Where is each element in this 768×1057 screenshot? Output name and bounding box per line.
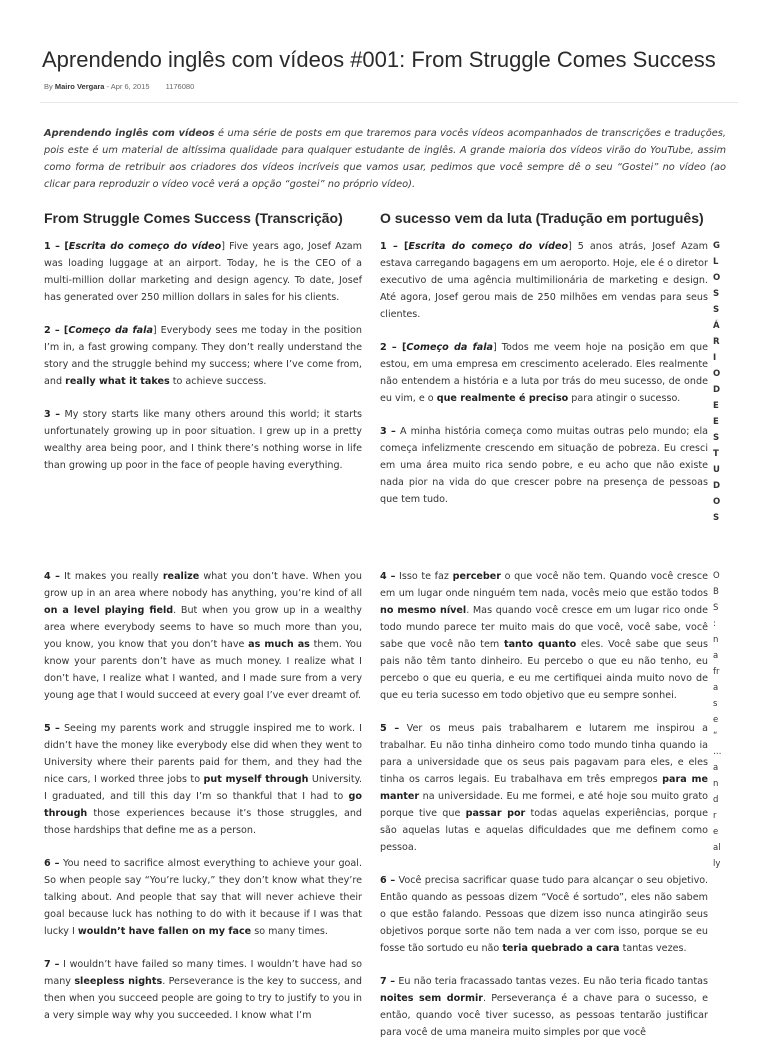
obs-vertical-note	[713, 568, 727, 872]
translation-column-top	[380, 238, 708, 524]
pt-paragraph-3: 3 – A minha história começa como muitas outras pelo mundo; ela começa infelizmente crescendo em situação de pobreza. Eu cresci em uma área muito rica sendo pobre, e eu acho que não existe nada pior na vida do que crescer pobre na presença de pessoas que tem tudo.	[380, 426, 709, 505]
article-meta	[44, 82, 194, 91]
glossary-letter: R	[713, 337, 720, 347]
glossary-vertical-label	[713, 238, 727, 526]
intro-text: é uma série de posts em que traremos para vocês vídeos acompanhados de transcrições e traduções, pois este é um material de altíssima qualidade para qualquer estudante de inglês. A grande maioria dos vídeos virão do YouTube, assim como forma de retribuir aos criadores dos vídeos incríveis que vamos usar, pedimos que você sempre dê o seu “Gostei” no vídeo (ao clicar para reproduzir o vídeo você verá a opção “gostei” no próprio vídeo).	[44, 128, 726, 190]
obs-letter: S	[713, 603, 719, 613]
obs-letter: s	[713, 699, 718, 709]
en-paragraph-6: 6 – You need to sacrifice almost everything to achieve your goal. So when people say “You’re lucky,” they don’t know what they’re talking about. And people that say that will never achieve their goal because luck has nothing to do with it because if I was that lucky I wouldn’t have fallen on my face so many times.	[44, 858, 363, 937]
glossary-letter: Á	[713, 321, 720, 331]
intro-lead: Aprendendo inglês com vídeos	[44, 128, 215, 139]
obs-letter: :	[713, 619, 716, 629]
glossary-letter: O	[713, 497, 721, 507]
en-paragraph-7: 7 – I wouldn’t have failed so many times. I wouldn’t have had so many sleepless nights. Perseverance is the key to success, and then when you succeed people are going to try to justify to you in a very simple way why you succeeded. I know what I’m	[44, 959, 362, 1021]
translation-column-bottom	[380, 568, 708, 1057]
glossary-letter: O	[713, 369, 721, 379]
en-paragraph-1: 1 – [Escrita do começo do vídeo] Five years ago, Josef Azam was loading luggage at an airport. Today, he is the CEO of a multi-million dollar marketing and design agency. To date, Josef has generated over 250 million dollars in sales for his clients.	[44, 241, 362, 303]
article-title: Aprendendo inglês com vídeos #001: From Struggle Comes Success	[42, 47, 716, 72]
obs-letter: al	[713, 843, 721, 853]
glossary-letter: S	[713, 433, 720, 443]
obs-letter: d	[713, 795, 719, 805]
obs-letter: r	[713, 811, 717, 821]
glossary-letter: O	[713, 273, 721, 283]
pt-paragraph-2: 2 – [Começo da fala] Todos me veem hoje na posição em que estou, em uma empresa em crescimento acelerado. Eles realmente não entendem a história e a luta por trás do meu sucesso, de onde eu vim, e o que realmente é preciso para atingir o sucesso.	[380, 342, 708, 404]
en-paragraph-3: 3 – My story starts like many others around this world; it starts unfortunately growing up in poor situation. I grew up in a pretty wealthy area being poor, and I think there’s nothing worse in life than growing up poor in the face of people having everything.	[44, 409, 362, 471]
en-paragraph-4: 4 – It makes you really realize what you don’t have. When you grow up in an area where nobody has anything, you’re kind of all on a level playing field. But when you grow up in a wealthy area where everybody seems to have so much more than you, you know, you know that you don’t have as much as them. You know your parents don’t have as much money. I realize what I don’t have, I realize what I wanted, and I made sure from a very young age that I would succeed at every goal I’ve ever dreamt of.	[44, 571, 362, 701]
glossary-letter: E	[713, 401, 719, 411]
pt-paragraph-7: 7 – Eu não teria fracassado tantas vezes. Eu não teria ficado tantas noites sem dormir. Perseverança é a chave para o sucesso, e então, quando você tiver sucesso, as pessoas tentarão justificar para você de uma maneira muito simples por que você	[380, 976, 708, 1038]
obs-letter: n	[713, 635, 719, 645]
obs-letter: n	[713, 779, 719, 789]
glossary-letter: U	[713, 465, 720, 475]
glossary-letter: L	[713, 257, 719, 267]
glossary-letter: G	[713, 241, 720, 251]
header-divider	[40, 102, 738, 103]
obs-letter: B	[713, 587, 719, 597]
author-link[interactable]: Mairo Vergara	[54, 82, 105, 91]
obs-letter: “	[713, 731, 718, 741]
glossary-letter: T	[713, 449, 719, 459]
pt-paragraph-1: 1 – [Escrita do começo do vídeo] 5 anos atrás, Josef Azam estava carregando bagagens em um aeroporto. Hoje, ele é o diretor executivo de uma agência multimilionária de marketing e design. Até agora, Josef gerou mais de 250 milhões em vendas para seus clientes.	[380, 241, 708, 320]
glossary-letter: S	[713, 305, 720, 315]
publish-date: - Apr 6, 2015	[104, 82, 150, 91]
glossary-letter: E	[713, 417, 719, 427]
obs-letter: O	[713, 571, 720, 581]
en-paragraph-5: 5 – Seeing my parents work and struggle inspired me to work. I didn’t have the money like everybody else did when they went to University where their parents paid for them, and they had the nice cars, I worked three jobs to put myself through University. I graduated, and till this day I’m so thankful that I had to go through those experiences because it’s those struggles, and those hardships that define me as a person.	[44, 723, 363, 836]
glossary-letter: D	[713, 481, 721, 491]
en-paragraph-2: 2 – [Começo da fala] Everybody sees me today in the position I’m in, a fast growing company. They don’t really understand the story and the struggle behind my success; where I’ve come from, and really what it takes to achieve success.	[44, 325, 362, 387]
transcription-heading: From Struggle Comes Success (Transcrição)	[44, 210, 343, 226]
obs-letter: a	[713, 763, 719, 773]
pt-paragraph-5: 5 – Ver os meus pais trabalharem e lutarem me inspirou a trabalhar. Eu não tinha dinheiro como todo mundo tinha quando ia para a universidade que os seus pais pagavam para eles, e eles tinha os carros legais. Eu trabalhava em três empregos para me manter na universidade. Eu me formei, e até hoje sou muito grato porque tive que passar por todas aquelas experiências, porque são aquelas lutas e aquelas dificuldades que me definem como pessoa.	[380, 723, 709, 853]
transcription-column-top	[44, 238, 362, 490]
obs-letter: a	[713, 683, 719, 693]
byline-prefix: By	[44, 82, 53, 91]
intro-paragraph	[44, 125, 726, 193]
glossary-letter: I	[713, 353, 717, 363]
translation-heading: O sucesso vem da luta (Tradução em português)	[380, 210, 704, 226]
obs-letter: e	[713, 827, 719, 837]
pt-paragraph-4: 4 – Isso te faz perceber o que você não tem. Quando você cresce em um lugar onde ninguém tem nada, vocês meio que estão todos no mesmo nível. Mas quando você cresce em um lugar rico onde todo mundo parece ter muito mais do que você, você sabe, você sabe que você não tem tanto quanto eles. Você sabe que seus pais não têm tanto dinheiro. Eu percebo o que eu não tenho, eu percebo o que eu queria, e eu me certifiquei ainda muito novo de que eu teria sucesso em todo objetivo que eu sempre sonhei.	[380, 571, 709, 701]
obs-letter: e	[713, 715, 719, 725]
obs-letter: …	[713, 747, 722, 757]
glossary-letter: D	[713, 385, 721, 395]
transcription-column-bottom	[44, 568, 362, 1040]
obs-letter: ly	[713, 859, 721, 869]
pt-paragraph-6: 6 – Você precisa sacrificar quase tudo para alcançar o seu objetivo. Então quando as pessoas dizem “Você é sortudo”, eles não sabem o que estão falando. Pessoas que dizem isso nunca atingirão seus objetivos porque sorte não tem nada a ver com isso, porque se eu fosse tão sortudo eu não teria quebrado a cara tantas vezes.	[380, 875, 708, 954]
glossary-letter: S	[713, 289, 720, 299]
glossary-letter: S	[713, 513, 720, 523]
obs-letter: fr	[713, 667, 720, 677]
obs-letter: a	[713, 651, 719, 661]
view-count: 1176080	[165, 82, 195, 91]
